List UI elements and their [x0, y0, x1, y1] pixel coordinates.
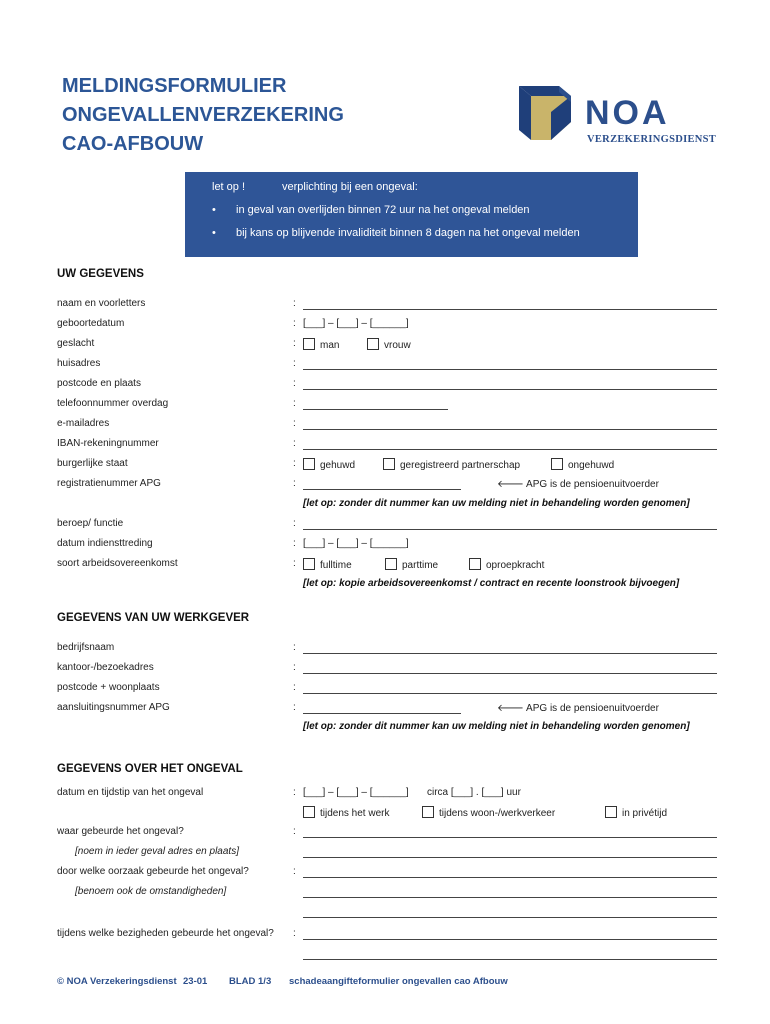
- row-emp-postcode: [57, 680, 717, 696]
- when-work-checkbox[interactable]: [303, 806, 389, 819]
- checkbox-icon[interactable]: [303, 806, 315, 818]
- field-hint: [noem in ieder geval adres en plaats]: [75, 846, 239, 857]
- field-label: postcode + woonplaats: [57, 682, 160, 693]
- option-label: parttime: [402, 560, 439, 571]
- row-cause: [57, 864, 717, 880]
- contract-parttime-checkbox[interactable]: [385, 558, 438, 571]
- colon: :: [293, 478, 296, 489]
- row-job: [57, 516, 717, 532]
- row-gender: [57, 336, 717, 352]
- field-label: beroep/ functie: [57, 518, 124, 529]
- dob-field[interactable]: [___] – [___] – [______]: [303, 318, 409, 329]
- notice-bullet: • in geval van overlijden binnen 72 uur na het ongeval melden: [212, 204, 530, 216]
- postcode-field[interactable]: [303, 389, 717, 390]
- row-dob: [57, 316, 717, 332]
- row-emp-apg: [57, 700, 717, 716]
- title-line-3: CAO-AFBOUW: [62, 133, 204, 155]
- email-field[interactable]: [303, 429, 717, 430]
- notice-prefix: let op !: [212, 181, 246, 193]
- section-employer: GEGEVENS VAN UW WERKGEVER: [57, 612, 250, 624]
- row-start: [57, 536, 717, 552]
- colon: :: [293, 378, 296, 389]
- row-address: [57, 356, 717, 372]
- field-label: waar gebeurde het ongeval?: [57, 826, 184, 837]
- field-label: geslacht: [57, 338, 95, 349]
- notice-box: [185, 172, 638, 257]
- colon: :: [293, 338, 296, 349]
- row-when: [57, 804, 717, 820]
- notice-heading-text: verplichting bij een ongeval:: [282, 181, 418, 193]
- colon: :: [293, 642, 296, 653]
- civil-partnership-checkbox[interactable]: [383, 458, 520, 471]
- checkbox-icon[interactable]: [469, 558, 481, 570]
- field-label: registratienummer APG: [57, 478, 161, 489]
- cause-field-2[interactable]: [303, 897, 717, 898]
- option-label: vrouw: [384, 340, 411, 351]
- row-contract: [57, 556, 717, 572]
- colon: :: [293, 358, 296, 369]
- footer-copyright: © NOA Verzekeringsdienst: [57, 976, 177, 987]
- field-label: geboortedatum: [57, 318, 125, 329]
- option-label: in privétijd: [622, 808, 668, 819]
- row-where-2: [57, 844, 717, 860]
- apg-hint: 🡐 APG is de pensioenuitvoerder: [497, 479, 659, 490]
- apg-field[interactable]: [303, 489, 461, 490]
- colon: :: [293, 702, 296, 713]
- form-title: [62, 72, 392, 159]
- emp-postcode-field[interactable]: [303, 693, 717, 694]
- emp-apg-field[interactable]: [303, 713, 461, 714]
- civil-ongehuwd-checkbox[interactable]: [551, 458, 614, 471]
- colon: :: [293, 866, 296, 877]
- where-field[interactable]: [303, 837, 717, 838]
- row-apg: [57, 476, 717, 492]
- colon: :: [293, 438, 296, 449]
- checkbox-icon[interactable]: [422, 806, 434, 818]
- row-civil: [57, 456, 717, 472]
- logo-subtitle: VERZEKERINGSDIENST: [587, 134, 717, 145]
- accident-date-field[interactable]: [___] – [___] – [______]: [303, 787, 409, 798]
- name-field[interactable]: [303, 309, 717, 310]
- option-label: tijdens het werk: [320, 808, 390, 819]
- field-label: soort arbeidsovereenkomst: [57, 558, 178, 569]
- phone-field[interactable]: [303, 409, 448, 410]
- row-activity-2: [57, 946, 717, 962]
- when-private-checkbox[interactable]: [605, 806, 667, 819]
- noa-logo: [515, 82, 720, 152]
- row-postcode: [57, 376, 717, 392]
- section-personal: UW GEGEVENS: [57, 268, 144, 280]
- accident-time-field[interactable]: circa [___] . [___] uur: [427, 787, 521, 798]
- checkbox-icon[interactable]: [605, 806, 617, 818]
- row-where: [57, 824, 717, 840]
- option-label: gehuwd: [320, 460, 356, 471]
- row-phone: [57, 396, 717, 412]
- colon: :: [293, 318, 296, 329]
- field-label: bedrijfsnaam: [57, 642, 115, 653]
- field-label: datum indiensttreding: [57, 538, 153, 549]
- civil-gehuwd-checkbox[interactable]: [303, 458, 355, 471]
- checkbox-icon[interactable]: [551, 458, 563, 470]
- checkbox-icon[interactable]: [383, 458, 395, 470]
- job-field[interactable]: [303, 529, 717, 530]
- colon: :: [293, 558, 296, 569]
- row-cause-3: [57, 904, 717, 920]
- notice-heading: [212, 181, 418, 193]
- colon: :: [293, 662, 296, 673]
- checkbox-icon[interactable]: [303, 458, 315, 470]
- field-label: door welke oorzaak gebeurde het ongeval?: [57, 866, 249, 877]
- cube-logo-icon: [515, 82, 581, 144]
- option-label: ongehuwd: [568, 460, 615, 471]
- cause-field-3[interactable]: [303, 917, 717, 918]
- logo-wordmark: NOA: [585, 94, 670, 132]
- notice-bullet: • bij kans op blijvende invaliditeit binnen 8 dagen na het ongeval melden: [212, 227, 580, 239]
- option-label: fulltime: [320, 560, 352, 571]
- checkbox-icon[interactable]: [303, 338, 315, 350]
- colon: :: [293, 826, 296, 837]
- row-activity: [57, 926, 717, 942]
- row-cause-2: [57, 884, 717, 900]
- field-label: postcode en plaats: [57, 378, 141, 389]
- activity-field[interactable]: [303, 939, 717, 940]
- row-email: [57, 416, 717, 432]
- option-label: oproepkracht: [486, 560, 545, 571]
- notice-bullet-text: bij kans op blijvende invaliditeit binnen 8 dagen na het ongeval melden: [236, 227, 580, 239]
- office-field[interactable]: [303, 673, 717, 674]
- iban-field[interactable]: [303, 449, 717, 450]
- contract-oproep-checkbox[interactable]: [469, 558, 544, 571]
- option-label: tijdens woon-/werkverkeer: [439, 808, 556, 819]
- colon: :: [293, 418, 296, 429]
- where-field-2[interactable]: [303, 857, 717, 858]
- row-iban: [57, 436, 717, 452]
- gender-vrouw-checkbox[interactable]: [367, 338, 411, 351]
- colon: :: [293, 398, 296, 409]
- field-label: telefoonnummer overdag: [57, 398, 169, 409]
- row-office: [57, 660, 717, 676]
- section-accident: GEGEVENS OVER HET ONGEVAL: [57, 763, 243, 775]
- colon: :: [293, 298, 296, 309]
- field-label: tijdens welke bezigheden gebeurde het ongeval?: [57, 928, 274, 939]
- field-label: huisadres: [57, 358, 101, 369]
- colon: :: [293, 538, 296, 549]
- field-label: e-mailadres: [57, 418, 110, 429]
- field-hint: [benoem ook de omstandigheden]: [75, 886, 227, 897]
- checkbox-icon[interactable]: [385, 558, 397, 570]
- field-label: datum en tijdstip van het ongeval: [57, 787, 204, 798]
- option-label: man: [320, 340, 340, 351]
- title-line-2: ONGEVALLENVERZEKERING: [62, 104, 344, 126]
- emp-apg-note: [let op: zonder dit nummer kan uw melding niet in behandeling worden genomen]: [303, 721, 690, 732]
- field-label: burgerlijke staat: [57, 458, 128, 469]
- field-label: IBAN-rekeningnummer: [57, 438, 159, 449]
- colon: :: [293, 928, 296, 939]
- when-commute-checkbox[interactable]: [422, 806, 555, 819]
- notice-bullet-text: in geval van overlijden binnen 72 uur na het ongeval melden: [236, 204, 530, 216]
- field-label: kantoor-/bezoekadres: [57, 662, 154, 673]
- checkbox-icon[interactable]: [303, 558, 315, 570]
- company-field[interactable]: [303, 653, 717, 654]
- title-line-1: MELDINGSFORMULIER: [62, 75, 287, 97]
- field-label: aansluitingsnummer APG: [57, 702, 170, 713]
- footer-version: 23-01: [183, 976, 208, 987]
- colon: :: [293, 518, 296, 529]
- cause-field[interactable]: [303, 877, 717, 878]
- apg-hint: 🡐 APG is de pensioenuitvoerder: [497, 703, 659, 714]
- start-date-field[interactable]: [___] – [___] – [______]: [303, 538, 409, 549]
- contract-note: [let op: kopie arbeidsovereenkomst / contract en recente loonstrook bijvoegen]: [303, 578, 680, 589]
- apg-note: [let op: zonder dit nummer kan uw melding niet in behandeling worden genomen]: [303, 498, 690, 509]
- gender-man-checkbox[interactable]: [303, 338, 339, 351]
- option-label: geregistreerd partnerschap: [400, 460, 521, 471]
- footer-doc: schadeaangifteformulier ongevallen cao Afbouw: [289, 976, 508, 987]
- checkbox-icon[interactable]: [367, 338, 379, 350]
- colon: :: [293, 458, 296, 469]
- address-field[interactable]: [303, 369, 717, 370]
- row-datetime: [57, 785, 717, 801]
- activity-field-2[interactable]: [303, 959, 717, 960]
- contract-fulltime-checkbox[interactable]: [303, 558, 352, 571]
- footer-page: BLAD 1/3: [229, 976, 272, 987]
- row-name: [57, 296, 717, 312]
- colon: :: [293, 682, 296, 693]
- row-company: [57, 640, 717, 656]
- field-label: naam en voorletters: [57, 298, 146, 309]
- colon: :: [293, 787, 296, 798]
